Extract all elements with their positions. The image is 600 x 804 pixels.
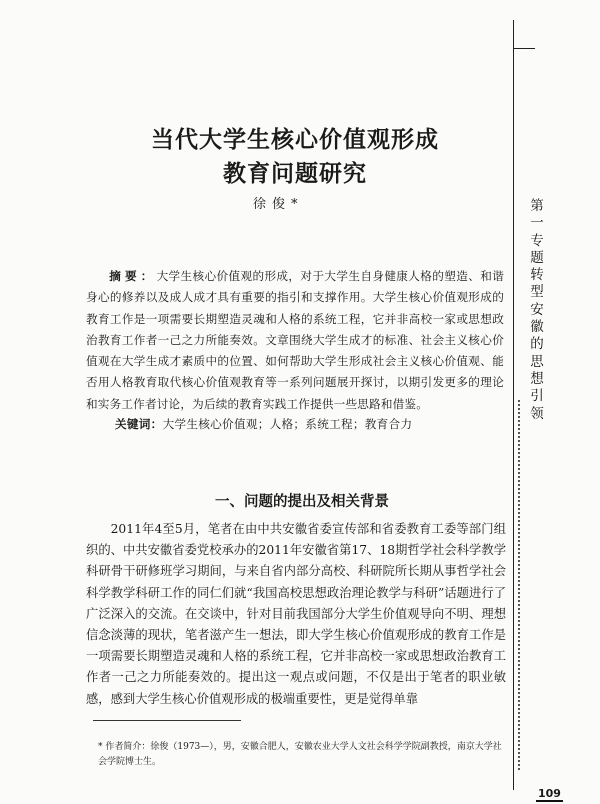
page-number: 109	[538, 787, 561, 800]
section-side-label: 第一专题 转型安徽的思想引领	[530, 198, 544, 422]
abstract	[86, 266, 504, 415]
margin-rule	[513, 20, 514, 790]
margin-dotted-line	[518, 400, 520, 770]
keywords-text: 大学生核心价值观；人格；系统工程；教育合力	[162, 417, 413, 431]
abstract-text: 大学生核心价值观的形成，对于大学生自身健康人格的塑造、和谐身心的修养以及成人成才具有重要的指引和支撑作用。大学生核心价值观形成的教育工作是一项需要长期塑造灵魂和人格的系统工程，它并非高校一家或思想政治教育工作者一己之力所能奏效。文章围绕大学生成才的标准、社会主义核心价值观在大学生成才素质中的位置、如何帮助大学生形成社会主义核心价值观、能否用人格教育取代核心价值观教育等一系列问题展开探讨，以期引发更多的理论和实务工作者讨论，为后续的教育实践工作提供一些思路和借鉴。	[86, 269, 504, 411]
article-title-line1: 当代大学生核心价值观形成	[151, 127, 439, 153]
margin-tick	[513, 48, 535, 49]
footnote-divider	[93, 720, 241, 721]
keywords-label: 关键词：	[115, 417, 163, 431]
keywords	[115, 416, 412, 432]
section-heading: 一、问题的提出及相关背景	[215, 494, 389, 510]
body-paragraph: 2011年4至5月，笔者在由中共安徽省委宣传部和省委教育工委等部门组织的、中共安徽省委党校承办的2011年安徽省第17、18期哲学社会科学教学科研骨干研修班学习期间，与来自省内部分高校、科研院所长期从事哲学社会科学教学科研工作的同仁们就“我国高校思想政治理论教学与科研”话题进行了广泛深入的交流。在交谈中，针对目前我国部分大学生价值观导向不明、理想信念淡薄的现状，笔者滋产生一想法，即大学生核心价值观形成的教育工作是一项需要长期塑造灵魂和人格的系统工程，它并非高校一家或思想政治教育工作者一己之力所能奏效的。提出这一观点或问题，不仅是出于笔者的职业敏感，感到大学生核心价值观形成的极端重要性，更是觉得单靠	[86, 522, 506, 706]
footnote: * 作者简介：徐俊（1973—），男，安徽合肥人，安徽农业大学人文社会科学学院副教授，南京大学社会学院博士生。	[98, 742, 502, 767]
abstract-label: 摘要：	[109, 269, 157, 283]
article-title-line2: 教育问题研究	[223, 161, 367, 187]
author-name: 徐俊*	[253, 197, 304, 212]
